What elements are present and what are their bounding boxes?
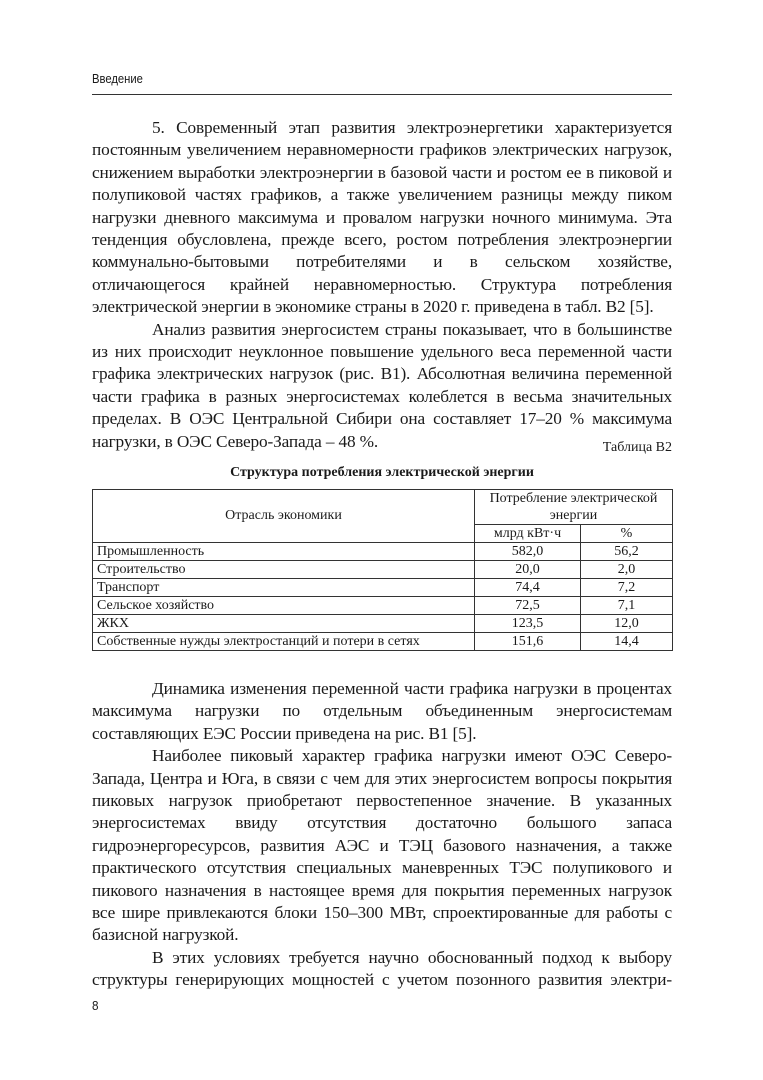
table-row [93, 633, 673, 651]
cell-value: 20,0 [475, 561, 581, 579]
header-value: млрд кВт·ч [475, 525, 581, 543]
text-block-top [92, 117, 672, 453]
page-number: 8 [92, 998, 99, 1013]
header-sector: Отрасль экономики [93, 490, 475, 543]
header-consumption-group: Потребление электрической энергии [475, 490, 673, 525]
cell-value: 72,5 [475, 597, 581, 615]
cell-percent: 2,0 [581, 561, 673, 579]
table-header-row [93, 490, 673, 525]
running-header-title: Введение [92, 72, 143, 86]
cell-sector: Собственные нужды электростанций и потери в сетях [93, 633, 475, 651]
cell-percent: 7,1 [581, 597, 673, 615]
cell-percent: 12,0 [581, 615, 673, 633]
table-row [93, 597, 673, 615]
paragraph: Динамика изменения переменной части графика нагрузки в процентах максимума нагрузки по отдельным объединенным энергосистемам составляющих ЕЭС России приведена на рис. В1 [5]. [92, 679, 672, 743]
cell-value: 582,0 [475, 543, 581, 561]
cell-value: 74,4 [475, 579, 581, 597]
cell-percent: 14,4 [581, 633, 673, 651]
header-rule [92, 94, 672, 95]
cell-sector: ЖКХ [93, 615, 475, 633]
table-row [93, 543, 673, 561]
table-row [93, 615, 673, 633]
table-label: Таблица В2 [602, 440, 672, 455]
cell-sector: Сельское хозяйство [93, 597, 475, 615]
cell-sector: Промышленность [93, 543, 475, 561]
paragraph: 5. Современный этап развития электроэнергетики характеризуется постоянным увеличением неравномерности графиков электрических нагрузок, снижением выработки электроэнергии в базовой части и ростом ее в пиковой и полупиковой частях графиков, а также увеличением разницы между пиком нагрузки дневного максимума и провалом нагрузки ночного минимума. Эта тенденция обусловлена, прежде всего, ростом потребления электроэнергии коммунально-бытовыми потребителями и в сельском хозяйстве, отличающегося крайней неравномерностью. Структура потребления электрической энергии в экономике страны в 2020 г. приведена в табл. В2 [5]. [92, 118, 672, 317]
cell-sector: Транспорт [93, 579, 475, 597]
cell-percent: 56,2 [581, 543, 673, 561]
table-title: Структура потребления электрической энергии [230, 465, 534, 480]
text-block-bottom [92, 678, 672, 992]
header-percent: % [581, 525, 673, 543]
consumption-table [92, 489, 673, 651]
cell-percent: 7,2 [581, 579, 673, 597]
paragraph: Анализ развития энергосистем страны показывает, что в большинстве из них происходит неуклонное повышение удельного веса переменной части графика электрических нагрузок (рис. В1). Абсолютная величина переменной части графика в разных энергосистемах колеблется в весьма значительных пределах. В ОЭС Центральной Сибири она составляет 17–20 % максимума нагрузки, в ОЭС Северо-Запада – 48 %. [92, 319, 672, 451]
paragraph: В этих условиях требуется научно обоснованный подход к выбору структуры генерирующих мощностей с учетом позонного развития электри- [92, 947, 672, 990]
paragraph: Наиболее пиковый характер графика нагрузки имеют ОЭС Северо-Запада, Центра и Юга, в связи с чем для этих энергосистем вопросы покрытия пиковых нагрузок приобретают первостепенное значение. В указанных энергосистемах ввиду отсутствия достаточно большого запаса гидроэнергоресурсов, развития АЭС и ТЭЦ базового назначения, а также практического отсутствия специальных маневренных ТЭС полупикового и пикового назначения в настоящее время для покрытия переменных нагрузок все шире привлекаются блоки 150–300 МВт, спроектированные для работы с базисной нагрузкой. [92, 746, 672, 945]
cell-value: 123,5 [475, 615, 581, 633]
cell-sector: Строительство [93, 561, 475, 579]
cell-value: 151,6 [475, 633, 581, 651]
table-row [93, 561, 673, 579]
table-row [93, 579, 673, 597]
